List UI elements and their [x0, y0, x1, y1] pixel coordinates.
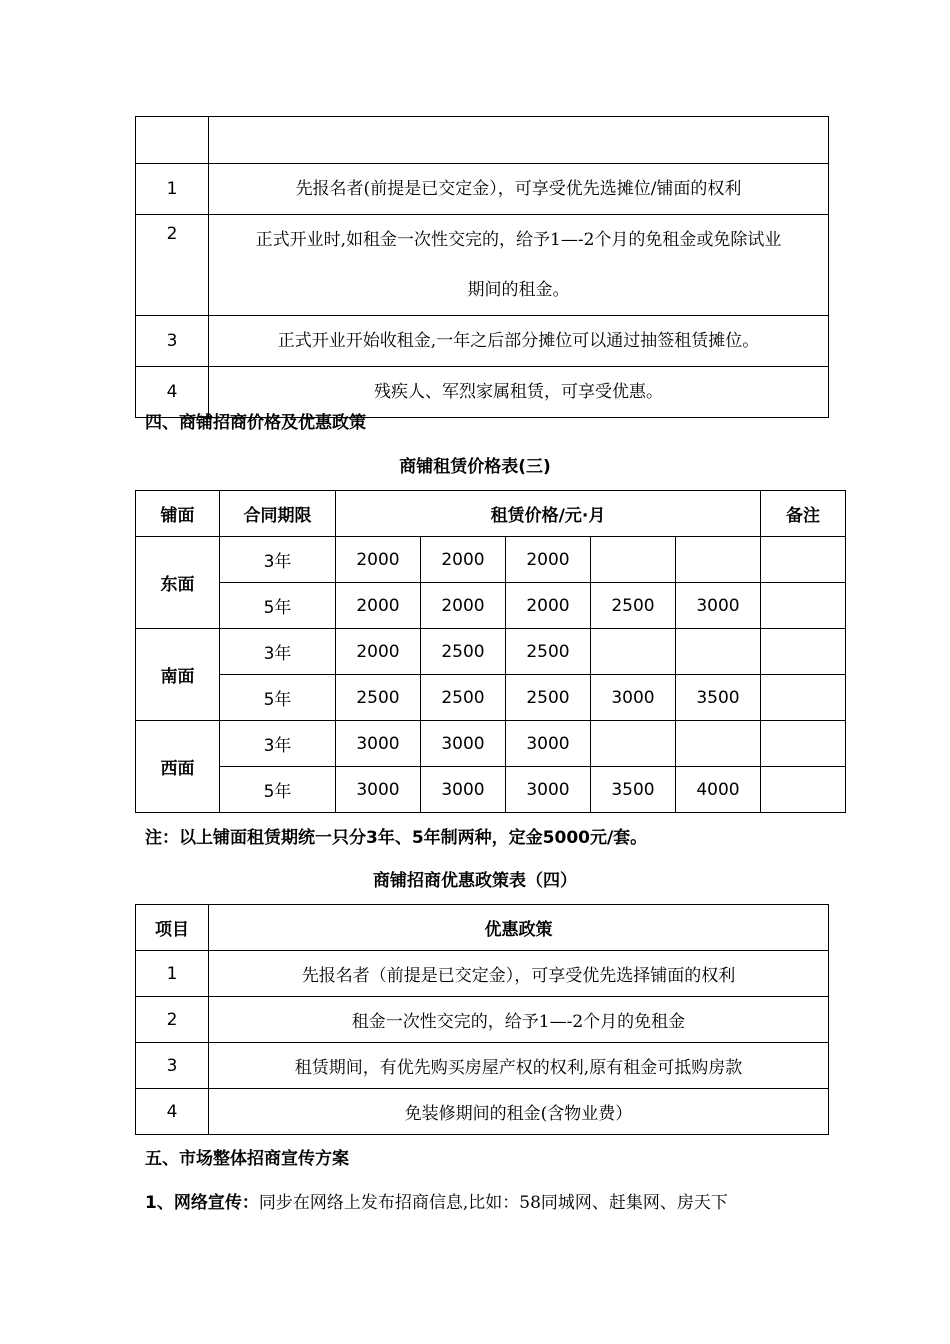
table-row	[136, 215, 829, 316]
row-number: 3	[136, 1043, 209, 1089]
row-number: 1	[136, 951, 209, 997]
header-term: 合同期限	[220, 491, 336, 537]
price-cell: 2500	[506, 675, 591, 721]
policy-table-caption: 商铺招商优惠政策表（四）	[373, 871, 577, 891]
price-cell: 3000	[336, 721, 421, 767]
price-cell: 3500	[591, 767, 676, 813]
header-shop: 铺面	[136, 491, 220, 537]
table-row	[136, 583, 846, 629]
row-number: 2	[136, 997, 209, 1043]
table-row	[136, 721, 846, 767]
term-cell: 3年	[220, 721, 336, 767]
price-cell	[676, 537, 761, 583]
price-cell: 2000	[421, 583, 506, 629]
header-note: 备注	[761, 491, 846, 537]
price-cell: 3000	[676, 583, 761, 629]
row-text: 租赁期间，有优先购买房屋产权的权利,原有租金可抵购房款	[209, 1043, 829, 1089]
price-cell	[676, 721, 761, 767]
note-cell	[761, 721, 846, 767]
shop-west: 西面	[136, 721, 220, 813]
row-number: 4	[136, 367, 209, 418]
section-5-heading: 五、市场整体招商宣传方案	[145, 1149, 349, 1169]
term-cell: 3年	[220, 537, 336, 583]
price-cell	[591, 721, 676, 767]
price-cell: 2000	[421, 537, 506, 583]
row-text-line: 正式开业时,如租金一次性交完的，给予1—-2个月的免租金或免除试业	[255, 230, 782, 250]
note-cell	[761, 583, 846, 629]
price-cell: 2500	[421, 675, 506, 721]
price-cell: 3000	[336, 767, 421, 813]
row-text: 残疾人、军烈家属租赁，可享受优惠。	[209, 367, 829, 418]
benefits-table	[135, 116, 829, 418]
policy-table	[135, 904, 829, 1135]
row-text: 先报名者（前提是已交定金），可享受优先选择铺面的权利	[209, 951, 829, 997]
price-cell: 3000	[506, 767, 591, 813]
price-cell	[591, 537, 676, 583]
row-number: 1	[136, 164, 209, 215]
price-cell: 2500	[591, 583, 676, 629]
table-header-row	[136, 905, 829, 951]
price-cell	[591, 629, 676, 675]
table-cell	[136, 117, 209, 164]
row-text: 免装修期间的租金(含物业费）	[209, 1089, 829, 1135]
paragraph-lead: 1、网络宣传：	[145, 1193, 259, 1213]
table-row	[136, 316, 829, 367]
term-cell: 5年	[220, 767, 336, 813]
network-promotion-paragraph	[145, 1188, 728, 1213]
price-cell: 2000	[336, 583, 421, 629]
price-cell: 3000	[421, 721, 506, 767]
row-text-line: 期间的租金。	[467, 280, 570, 300]
table-row	[136, 537, 846, 583]
paragraph-text: 同步在网络上发布招商信息,比如：58同城网、赶集网、房天下	[258, 1193, 728, 1213]
price-cell: 2000	[506, 583, 591, 629]
price-cell: 3000	[421, 767, 506, 813]
row-text: 租金一次性交完的，给予1—-2个月的免租金	[209, 997, 829, 1043]
price-cell	[676, 629, 761, 675]
price-table-note: 注：以上铺面租赁期统一只分3年、5年制两种，定金5000元/套。	[145, 828, 648, 848]
price-table	[135, 490, 846, 813]
price-cell: 2500	[421, 629, 506, 675]
price-cell: 2000	[336, 537, 421, 583]
price-cell: 3000	[506, 721, 591, 767]
price-cell: 2000	[506, 537, 591, 583]
price-cell: 3500	[676, 675, 761, 721]
price-table-caption: 商铺租赁价格表(三)	[399, 457, 551, 477]
row-text: 先报名者(前提是已交定金），可享受优先选摊位/铺面的权利	[209, 164, 829, 215]
term-cell: 5年	[220, 583, 336, 629]
table-header-row	[136, 491, 846, 537]
table-row	[136, 997, 829, 1043]
term-cell: 5年	[220, 675, 336, 721]
row-number: 2	[136, 215, 209, 316]
table-row	[136, 1089, 829, 1135]
table-row	[136, 1043, 829, 1089]
shop-east: 东面	[136, 537, 220, 629]
price-cell: 2500	[506, 629, 591, 675]
note-cell	[761, 767, 846, 813]
section-4-heading: 四、商铺招商价格及优惠政策	[145, 413, 366, 433]
row-text	[209, 215, 829, 316]
header-policy: 优惠政策	[209, 905, 829, 951]
table-row	[136, 164, 829, 215]
table-row	[136, 767, 846, 813]
row-text: 正式开业开始收租金,一年之后部分摊位可以通过抽签租赁摊位。	[209, 316, 829, 367]
row-number: 3	[136, 316, 209, 367]
shop-south: 南面	[136, 629, 220, 721]
term-cell: 3年	[220, 629, 336, 675]
price-cell: 2000	[336, 629, 421, 675]
header-price: 租赁价格/元·月	[336, 491, 761, 537]
table-row	[136, 675, 846, 721]
note-cell	[761, 629, 846, 675]
price-cell: 3000	[591, 675, 676, 721]
table-cell	[209, 117, 829, 164]
price-cell: 4000	[676, 767, 761, 813]
price-cell: 2500	[336, 675, 421, 721]
table-row	[136, 629, 846, 675]
note-cell	[761, 675, 846, 721]
row-number: 4	[136, 1089, 209, 1135]
header-item: 项目	[136, 905, 209, 951]
note-cell	[761, 537, 846, 583]
table-row	[136, 951, 829, 997]
